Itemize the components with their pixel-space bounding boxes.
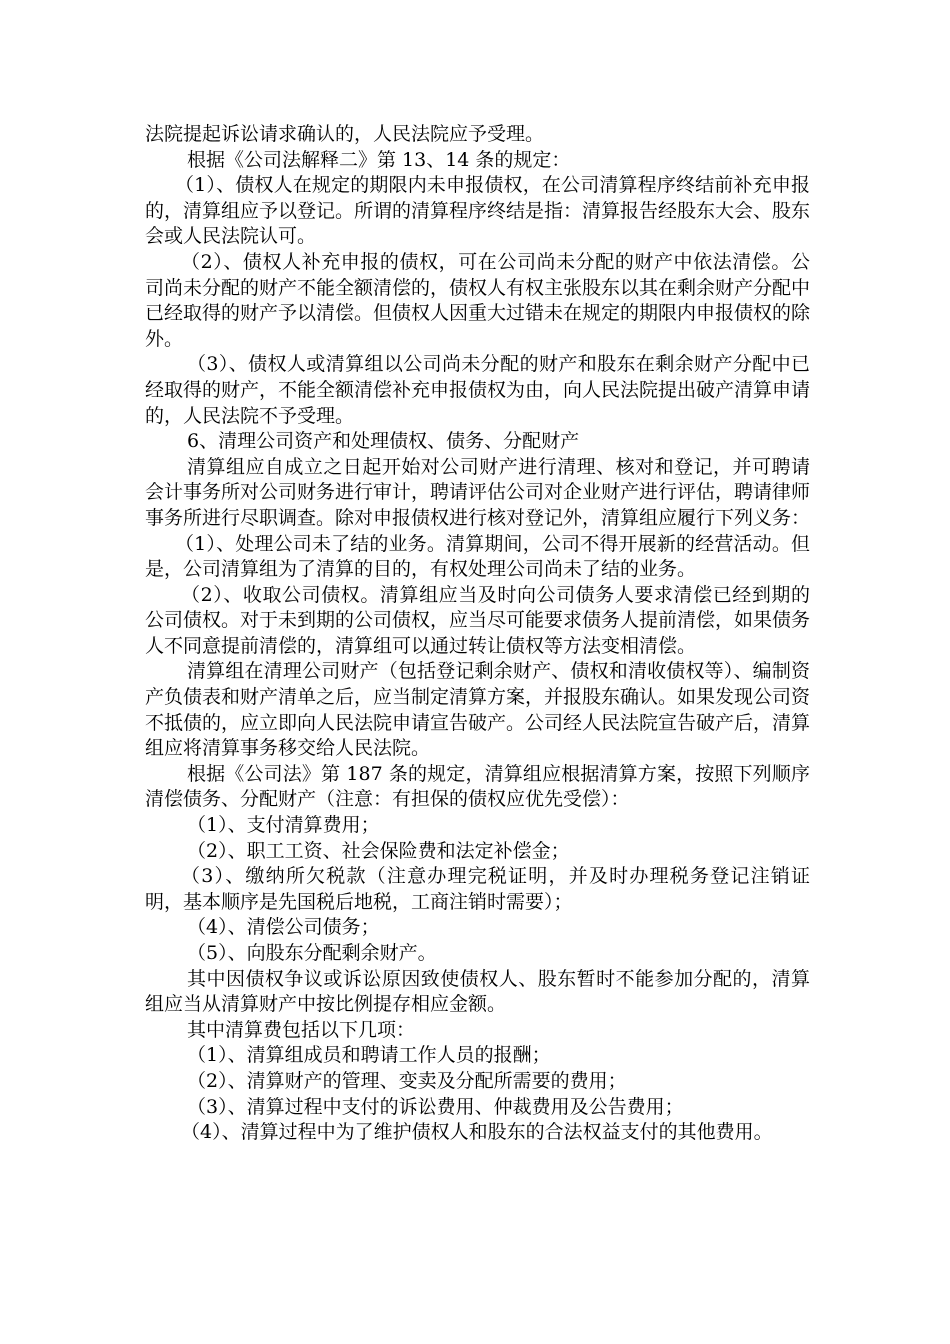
paragraph-duty-2: （2）、收取公司债权。清算组应当及时向公司债务人要求清偿已经到期的公司债权。对于未到期的公司债权，应当尽可能要求债务人提前清偿，如果债务人不同意提前清偿的，清算组可以通过转让债权等方法变相清偿。 <box>145 583 811 657</box>
paragraph-fee-3: （3）、清算过程中支付的诉讼费用、仲裁费用及公告费用； <box>187 1095 684 1118</box>
document-body <box>145 122 810 1146</box>
paragraph-duty-1: （1）、处理公司未了结的业务。清算期间，公司不得开展新的经营活动。但是，公司清算组为了清算的目的，有权处理公司尚未了结的业务。 <box>145 532 810 581</box>
paragraph-article-187: 根据《公司法》第 187 条的规定，清算组应根据清算方案，按照下列顺序清偿债务、分配财产（注意：有担保的债权应优先受偿）： <box>145 762 810 811</box>
paragraph-order-4: （4）、清偿公司债务； <box>187 916 380 939</box>
paragraph-continuation: 法院提起诉讼请求确认的，人民法院应予受理。 <box>145 123 545 145</box>
section-heading-6: 6、清理公司资产和处理债权、债务、分配财产 <box>187 430 580 453</box>
paragraph-fee-1: （1）、清算组成员和聘请工作人员的报酬； <box>187 1044 551 1067</box>
paragraph-fee-intro: 其中清算费包括以下几项： <box>187 1018 416 1041</box>
paragraph-liquidation-plan: 清算组在清理公司财产（包括登记剩余财产、债权和清收债权等）、编制资产负债表和财产清单之后，应当制定清算方案，并报股东确认。如果发现公司资不抵债的，应立即向人民法院申请宣告破产。公司经人民法院宣告破产后，清算组应将清算事务移交给人民法院。 <box>145 660 811 760</box>
paragraph-item-2: （2）、债权人补充申报的债权，可在公司尚未分配的财产中依法清偿。公司尚未分配的财产不能全额清偿的，债权人有权主张股东以其在剩余财产分配中已经取得的财产予以清偿。但债权人因重大过错未在规定的期限内申报债权的除外。 <box>145 250 811 350</box>
paragraph-fee-4: （4）、清算过程中为了维护债权人和股东的合法权益支付的其他费用。 <box>181 1121 773 1144</box>
paragraph-liquidation-duties: 清算组应自成立之日起开始对公司财产进行清理、核对和登记，并可聘请会计事务所对公司财务进行审计，聘请评估公司对企业财产进行评估，聘请律师事务所进行尽职调查。除对申报债权进行核对登记外，清算组应履行下列义务： <box>145 455 811 529</box>
paragraph-order-3: （3）、缴纳所欠税款（注意办理完税证明，并及时办理税务登记注销证明，基本顺序是先国税后地税，工商注销时需要）； <box>145 865 810 913</box>
paragraph-heading-rule: 根据《公司法解释二》第 13、14 条的规定： <box>187 148 571 171</box>
paragraph-order-2: （2）、职工工资、社会保险费和法定补偿金； <box>187 839 570 862</box>
paragraph-order-1: （1）、支付清算费用； <box>187 814 380 837</box>
paragraph-dispute-reserve: 其中因债权争议或诉讼原因致使债权人、股东暂时不能参加分配的，清算组应当从清算财产中按比例提存相应金额。 <box>145 967 810 1016</box>
paragraph-item-3: （3）、债权人或清算组以公司尚未分配的财产和股东在剩余财产分配中已经取得的财产，不能全额清偿补充申报债权为由，向人民法院提出破产清算申请的，人民法院不予受理。 <box>145 353 811 427</box>
paragraph-order-5: （5）、向股东分配剩余财产。 <box>187 942 437 964</box>
paragraph-item-1: （1）、债权人在规定的期限内未申报债权，在公司清算程序终结前补充申报的，清算组应予以登记。所谓的清算程序终结是指：清算报告经股东大会、股东会或人民法院认可。 <box>145 174 811 248</box>
paragraph-fee-2: （2）、清算财产的管理、变卖及分配所需要的费用； <box>187 1069 627 1092</box>
